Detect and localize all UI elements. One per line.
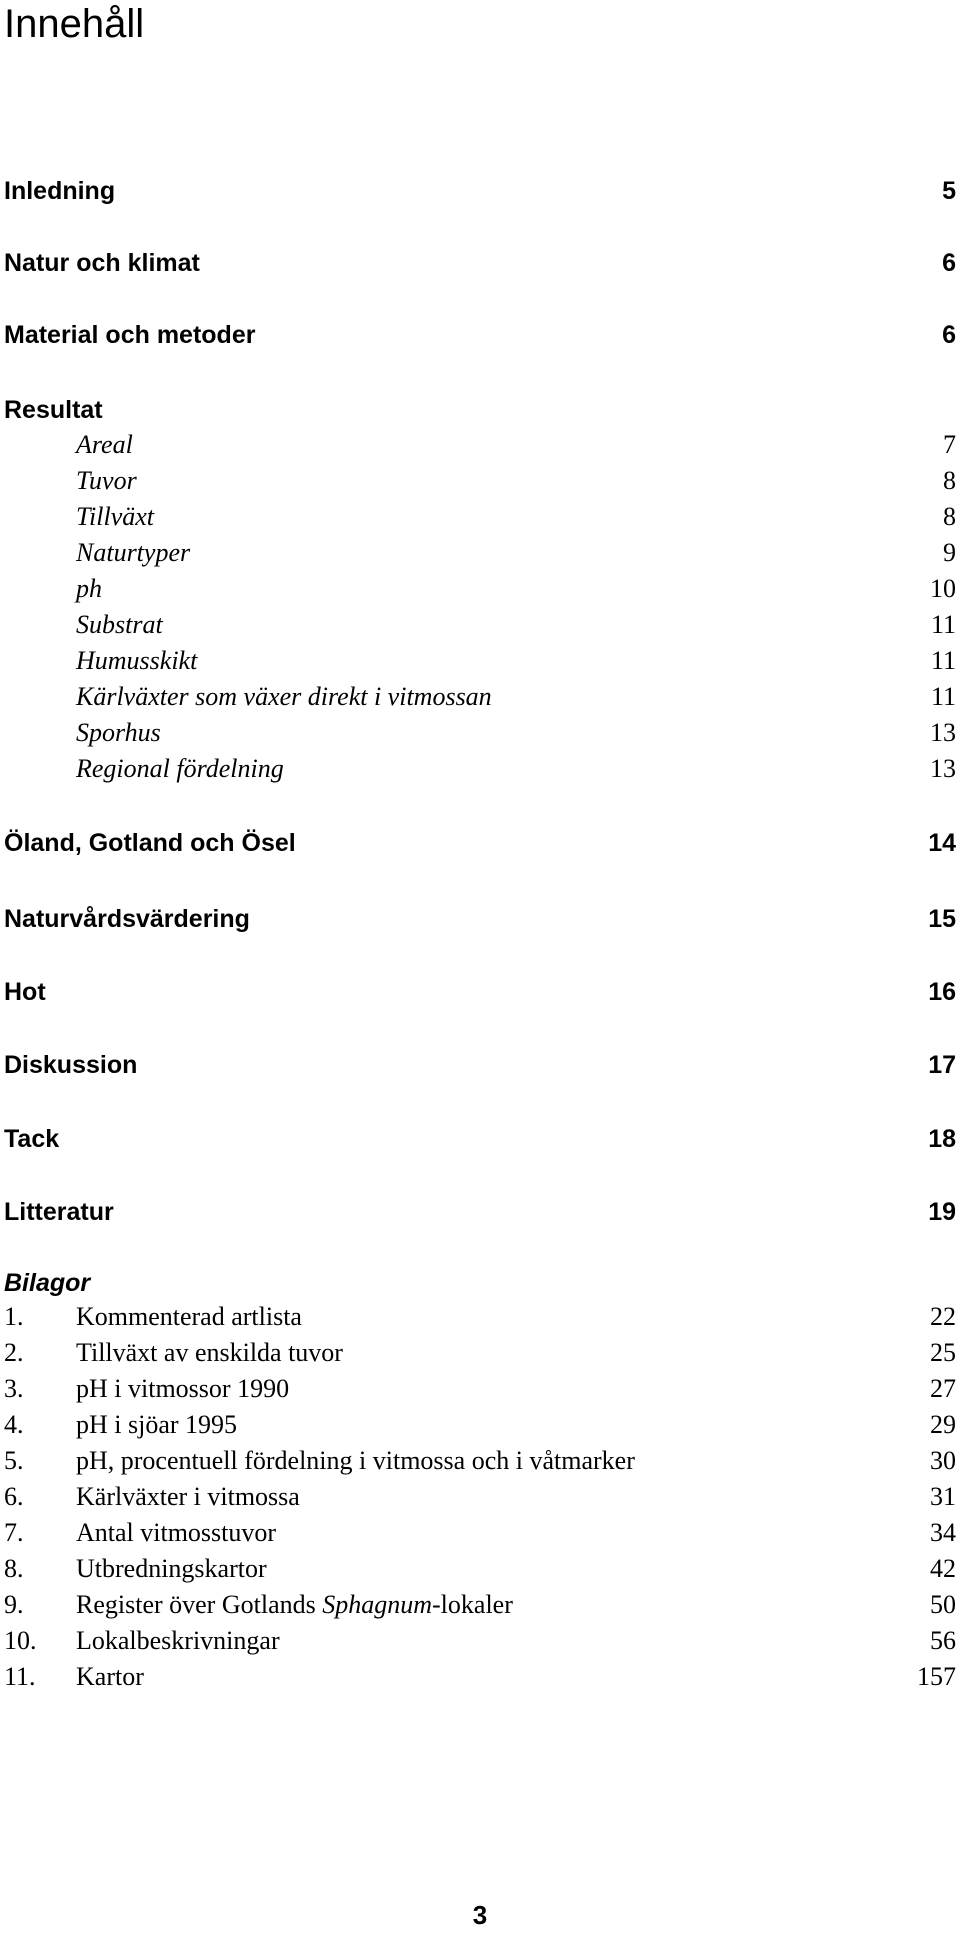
appendix-number: 8. bbox=[4, 1554, 24, 1583]
appendix-page: 25 bbox=[930, 1338, 956, 1367]
toc-entry-material-och-metoder: Material och metoder bbox=[4, 321, 256, 349]
appendix-label: Tillväxt av enskilda tuvor bbox=[76, 1338, 343, 1367]
appendix-label: Antal vitmosstuvor bbox=[76, 1518, 277, 1547]
appendix-page: 30 bbox=[930, 1446, 956, 1475]
toc-subpage-areal: 7 bbox=[943, 430, 956, 459]
appendix-page: 157 bbox=[917, 1662, 956, 1691]
toc-entry-natur-och-klimat: Natur och klimat bbox=[4, 249, 200, 277]
appendix-label: Kärlväxter i vitmossa bbox=[76, 1482, 300, 1511]
toc-subpage-naturtyper: 9 bbox=[943, 538, 956, 567]
toc-entry-tack: Tack bbox=[4, 1125, 60, 1153]
appendix-label: Kommenterad artlista bbox=[76, 1302, 302, 1331]
toc-subpage-substrat: 11 bbox=[930, 610, 956, 639]
appendix-page: 42 bbox=[930, 1554, 956, 1583]
toc-entry-resultat: Resultat bbox=[4, 396, 103, 424]
appendix-page: 27 bbox=[930, 1374, 956, 1403]
appendix-page: 50 bbox=[930, 1590, 956, 1619]
appendix-number: 11. bbox=[4, 1662, 36, 1691]
toc-entry-litteratur: Litteratur bbox=[4, 1198, 114, 1226]
toc-page-inledning: 5 bbox=[942, 177, 956, 205]
toc-page-natur-och-klimat: 6 bbox=[942, 249, 956, 277]
appendix-number: 3. bbox=[4, 1374, 24, 1403]
page-title: Innehåll bbox=[4, 2, 145, 46]
appendix-label: pH i sjöar 1995 bbox=[76, 1410, 238, 1439]
toc-subentry-substrat: Substrat bbox=[76, 610, 163, 639]
toc-subpage-regional-fordelning: 13 bbox=[930, 754, 956, 783]
toc-page-diskussion: 17 bbox=[928, 1051, 956, 1079]
toc-subentry-sporhus: Sporhus bbox=[76, 718, 161, 747]
toc-subpage-tuvor: 8 bbox=[943, 466, 956, 495]
appendix-number: 9. bbox=[4, 1590, 24, 1619]
appendix-label-post: -lokaler bbox=[432, 1590, 513, 1619]
appendix-number: 4. bbox=[4, 1410, 24, 1439]
appendix-label bbox=[76, 1589, 513, 1621]
toc-subpage-humusskikt: 11 bbox=[930, 646, 956, 675]
appendix-page: 56 bbox=[930, 1626, 956, 1655]
toc-page-oland-gotland-osel: 14 bbox=[928, 829, 956, 857]
toc-subentry-tillvaxt: Tillväxt bbox=[76, 502, 154, 531]
appendix-label: pH, procentuell fördelning i vitmossa och i våtmarker bbox=[76, 1446, 635, 1475]
toc-subpage-karlvaxter: 11 bbox=[930, 682, 956, 711]
appendix-label: Kartor bbox=[76, 1662, 144, 1691]
appendix-page: 29 bbox=[930, 1410, 956, 1439]
appendix-number: 10. bbox=[4, 1626, 37, 1655]
toc-entry-bilagor: Bilagor bbox=[4, 1269, 91, 1297]
appendix-label: pH i vitmossor 1990 bbox=[76, 1374, 290, 1403]
toc-entry-diskussion: Diskussion bbox=[4, 1051, 138, 1079]
toc-entry-oland-gotland-osel: Öland, Gotland och Ösel bbox=[4, 829, 296, 857]
toc-subpage-tillvaxt: 8 bbox=[943, 502, 956, 531]
toc-subentry-tuvor: Tuvor bbox=[76, 466, 137, 495]
toc-page-tack: 18 bbox=[928, 1125, 956, 1153]
appendix-label: Lokalbeskrivningar bbox=[76, 1626, 280, 1655]
toc-page-hot: 16 bbox=[928, 978, 956, 1006]
toc-entry-inledning: Inledning bbox=[4, 177, 116, 205]
toc-page-naturvardsvardering: 15 bbox=[928, 905, 956, 933]
toc-subpage-sporhus: 13 bbox=[930, 718, 956, 747]
appendix-label: Utbredningskartor bbox=[76, 1554, 267, 1583]
toc-page-material-och-metoder: 6 bbox=[942, 321, 956, 349]
toc-subentry-regional-fordelning: Regional fördelning bbox=[76, 754, 284, 783]
appendix-page: 34 bbox=[930, 1518, 956, 1547]
page-number: 3 bbox=[472, 1900, 488, 1930]
toc-subentry-naturtyper: Naturtyper bbox=[76, 538, 191, 567]
appendix-number: 7. bbox=[4, 1518, 24, 1547]
appendix-number: 1. bbox=[4, 1302, 24, 1331]
toc-subpage-ph: 10 bbox=[930, 574, 956, 603]
toc-subentry-karlvaxter: Kärlväxter som växer direkt i vitmossan bbox=[76, 682, 492, 711]
appendix-label-pre: Register över Gotlands bbox=[76, 1590, 323, 1619]
appendix-page: 22 bbox=[930, 1302, 956, 1331]
appendix-number: 6. bbox=[4, 1482, 24, 1511]
toc-subentry-humusskikt: Humusskikt bbox=[76, 646, 198, 675]
toc-subentry-ph: ph bbox=[76, 574, 102, 603]
toc-entry-naturvardsvardering: Naturvårdsvärdering bbox=[4, 905, 250, 933]
toc-page-litteratur: 19 bbox=[928, 1198, 956, 1226]
appendix-label-italic: Sphagnum bbox=[322, 1590, 433, 1619]
toc-entry-hot: Hot bbox=[4, 978, 46, 1006]
appendix-number: 2. bbox=[4, 1338, 24, 1367]
toc-subentry-areal: Areal bbox=[76, 430, 133, 459]
appendix-page: 31 bbox=[930, 1482, 956, 1511]
appendix-number: 5. bbox=[4, 1446, 24, 1475]
